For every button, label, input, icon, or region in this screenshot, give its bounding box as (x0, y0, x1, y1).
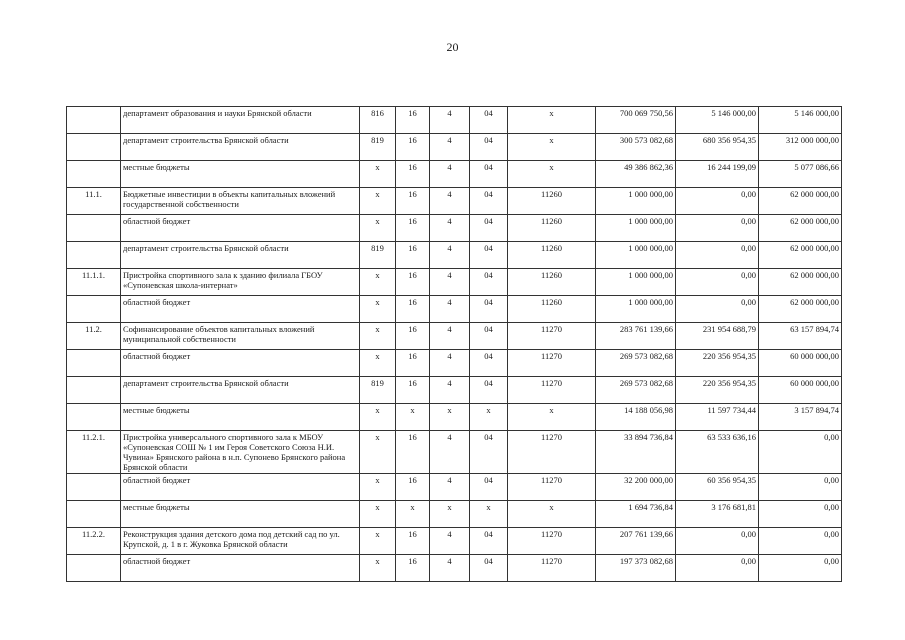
amount-3-cell: 0,00 (759, 528, 842, 555)
subprogram-code-cell: 4 (430, 269, 470, 296)
ministry-code-cell: х (360, 474, 396, 501)
direction-code-cell: х (508, 161, 596, 188)
amount-2-cell: 63 533 636,16 (676, 431, 759, 474)
ministry-code-cell: 819 (360, 242, 396, 269)
table-row (67, 107, 842, 134)
subprogram-code-cell: 4 (430, 323, 470, 350)
table-row (67, 377, 842, 404)
event-code-cell: 04 (470, 161, 508, 188)
direction-code-cell: х (508, 134, 596, 161)
direction-code-cell: 11270 (508, 528, 596, 555)
amount-1-cell: 269 573 082,68 (596, 377, 676, 404)
row-number-cell: 11.2. (67, 323, 121, 350)
direction-code-cell: 11270 (508, 377, 596, 404)
event-code-cell: х (470, 501, 508, 528)
item-name-cell: департамент строительства Брянской области (121, 242, 360, 269)
amount-3-cell: 3 157 894,74 (759, 404, 842, 431)
direction-code-cell: 11270 (508, 431, 596, 474)
item-name-cell: Софинансирование объектов капитальных вложений муниципальной собственности (121, 323, 360, 350)
amount-3-cell: 62 000 000,00 (759, 296, 842, 323)
program-code-cell: 16 (396, 107, 430, 134)
direction-code-cell: 11260 (508, 242, 596, 269)
ministry-code-cell: х (360, 161, 396, 188)
amount-2-cell: 0,00 (676, 528, 759, 555)
amount-3-cell: 0,00 (759, 474, 842, 501)
row-number-cell (67, 296, 121, 323)
amount-3-cell: 5 077 086,66 (759, 161, 842, 188)
subprogram-code-cell: 4 (430, 188, 470, 215)
table-row (67, 134, 842, 161)
item-name-cell: областной бюджет (121, 350, 360, 377)
program-code-cell: 16 (396, 188, 430, 215)
row-number-cell (67, 474, 121, 501)
subprogram-code-cell: 4 (430, 296, 470, 323)
program-code-cell: 16 (396, 161, 430, 188)
subprogram-code-cell: 4 (430, 555, 470, 582)
table-body (67, 107, 842, 582)
item-name-cell: Пристройка универсального спортивного зала к МБОУ «Супоневская СОШ № 1 им Героя Советского Союза Н.И. Чувина» Брянского района в н.п. Супонево Брянского района Брянской области (121, 431, 360, 474)
subprogram-code-cell: 4 (430, 242, 470, 269)
event-code-cell: 04 (470, 323, 508, 350)
item-name-cell: Реконструкция здания детского дома под детский сад по ул. Крупской, д. 1 в г. Жуковка Брянской области (121, 528, 360, 555)
table-row (67, 161, 842, 188)
event-code-cell: 04 (470, 242, 508, 269)
subprogram-code-cell: 4 (430, 528, 470, 555)
subprogram-code-cell: 4 (430, 215, 470, 242)
amount-1-cell: 32 200 000,00 (596, 474, 676, 501)
amount-1-cell: 1 694 736,84 (596, 501, 676, 528)
event-code-cell: 04 (470, 528, 508, 555)
amount-1-cell: 300 573 082,68 (596, 134, 676, 161)
row-number-cell (67, 215, 121, 242)
row-number-cell (67, 134, 121, 161)
item-name-cell: областной бюджет (121, 296, 360, 323)
item-name-cell: департамент строительства Брянской области (121, 134, 360, 161)
table-row (67, 474, 842, 501)
program-code-cell: 16 (396, 242, 430, 269)
event-code-cell: 04 (470, 215, 508, 242)
amount-3-cell: 62 000 000,00 (759, 188, 842, 215)
amount-1-cell: 700 069 750,56 (596, 107, 676, 134)
amount-3-cell: 5 146 000,00 (759, 107, 842, 134)
event-code-cell: 04 (470, 296, 508, 323)
table-row (67, 528, 842, 555)
item-name-cell: департамент строительства Брянской области (121, 377, 360, 404)
row-number-cell: 11.2.1. (67, 431, 121, 474)
event-code-cell: х (470, 404, 508, 431)
direction-code-cell: 11260 (508, 188, 596, 215)
direction-code-cell: 11260 (508, 269, 596, 296)
program-code-cell: 16 (396, 528, 430, 555)
amount-2-cell: 3 176 681,81 (676, 501, 759, 528)
item-name-cell: Пристройка спортивного зала к зданию филиала ГБОУ «Супоневская школа-интернат» (121, 269, 360, 296)
subprogram-code-cell: 4 (430, 431, 470, 474)
row-number-cell: 11.1.1. (67, 269, 121, 296)
table-row (67, 269, 842, 296)
amount-3-cell: 0,00 (759, 555, 842, 582)
amount-2-cell: 0,00 (676, 242, 759, 269)
row-number-cell (67, 350, 121, 377)
row-number-cell (67, 501, 121, 528)
program-code-cell: 16 (396, 431, 430, 474)
ministry-code-cell: 819 (360, 134, 396, 161)
amount-1-cell: 1 000 000,00 (596, 269, 676, 296)
table-row (67, 188, 842, 215)
row-number-cell: 11.2.2. (67, 528, 121, 555)
item-name-cell: местные бюджеты (121, 404, 360, 431)
ministry-code-cell: х (360, 323, 396, 350)
amount-2-cell: 0,00 (676, 188, 759, 215)
amount-3-cell: 63 157 894,74 (759, 323, 842, 350)
ministry-code-cell: х (360, 269, 396, 296)
program-code-cell: 16 (396, 350, 430, 377)
program-code-cell: 16 (396, 215, 430, 242)
amount-1-cell: 197 373 082,68 (596, 555, 676, 582)
amount-2-cell: 0,00 (676, 296, 759, 323)
direction-code-cell: 11270 (508, 555, 596, 582)
amount-3-cell: 0,00 (759, 431, 842, 474)
amount-2-cell: 16 244 199,09 (676, 161, 759, 188)
amount-1-cell: 1 000 000,00 (596, 188, 676, 215)
program-code-cell: 16 (396, 377, 430, 404)
amount-3-cell: 62 000 000,00 (759, 242, 842, 269)
program-code-cell: 16 (396, 296, 430, 323)
table-row (67, 215, 842, 242)
subprogram-code-cell: х (430, 404, 470, 431)
table-row (67, 242, 842, 269)
table-row (67, 501, 842, 528)
amount-2-cell: 5 146 000,00 (676, 107, 759, 134)
direction-code-cell: х (508, 501, 596, 528)
ministry-code-cell: х (360, 404, 396, 431)
direction-code-cell: 11270 (508, 350, 596, 377)
ministry-code-cell: х (360, 350, 396, 377)
row-number-cell (67, 404, 121, 431)
event-code-cell: 04 (470, 269, 508, 296)
ministry-code-cell: х (360, 555, 396, 582)
subprogram-code-cell: х (430, 501, 470, 528)
subprogram-code-cell: 4 (430, 474, 470, 501)
amount-2-cell: 0,00 (676, 215, 759, 242)
page-number: 20 (446, 40, 459, 54)
item-name-cell: местные бюджеты (121, 501, 360, 528)
event-code-cell: 04 (470, 188, 508, 215)
row-number-cell (67, 377, 121, 404)
ministry-code-cell: 819 (360, 377, 396, 404)
amount-3-cell: 60 000 000,00 (759, 377, 842, 404)
amount-2-cell: 0,00 (676, 555, 759, 582)
ministry-code-cell: х (360, 431, 396, 474)
item-name-cell: областной бюджет (121, 555, 360, 582)
amount-1-cell: 283 761 139,66 (596, 323, 676, 350)
event-code-cell: 04 (470, 350, 508, 377)
table-row (67, 350, 842, 377)
item-name-cell: местные бюджеты (121, 161, 360, 188)
program-code-cell: 16 (396, 555, 430, 582)
amount-2-cell: 11 597 734,44 (676, 404, 759, 431)
amount-1-cell: 49 386 862,36 (596, 161, 676, 188)
event-code-cell: 04 (470, 134, 508, 161)
amount-2-cell: 220 356 954,35 (676, 350, 759, 377)
amount-1-cell: 33 894 736,84 (596, 431, 676, 474)
subprogram-code-cell: 4 (430, 377, 470, 404)
amount-1-cell: 1 000 000,00 (596, 296, 676, 323)
row-number-cell (67, 107, 121, 134)
item-name-cell: департамент образования и науки Брянской области (121, 107, 360, 134)
subprogram-code-cell: 4 (430, 107, 470, 134)
ministry-code-cell: х (360, 501, 396, 528)
subprogram-code-cell: 4 (430, 161, 470, 188)
amount-2-cell: 60 356 954,35 (676, 474, 759, 501)
amount-1-cell: 207 761 139,66 (596, 528, 676, 555)
table-row (67, 404, 842, 431)
program-code-cell: 16 (396, 134, 430, 161)
subprogram-code-cell: 4 (430, 350, 470, 377)
ministry-code-cell: х (360, 188, 396, 215)
amount-2-cell: 0,00 (676, 269, 759, 296)
item-name-cell: областной бюджет (121, 215, 360, 242)
program-code-cell: х (396, 501, 430, 528)
amount-2-cell: 220 356 954,35 (676, 377, 759, 404)
direction-code-cell: 11270 (508, 474, 596, 501)
program-code-cell: 16 (396, 269, 430, 296)
amount-3-cell: 0,00 (759, 501, 842, 528)
amount-1-cell: 1 000 000,00 (596, 242, 676, 269)
direction-code-cell: 11270 (508, 323, 596, 350)
amount-3-cell: 312 000 000,00 (759, 134, 842, 161)
item-name-cell: областной бюджет (121, 474, 360, 501)
row-number-cell (67, 161, 121, 188)
subprogram-code-cell: 4 (430, 134, 470, 161)
direction-code-cell: х (508, 404, 596, 431)
amount-3-cell: 60 000 000,00 (759, 350, 842, 377)
amount-3-cell: 62 000 000,00 (759, 215, 842, 242)
table-row (67, 323, 842, 350)
program-code-cell: х (396, 404, 430, 431)
ministry-code-cell: х (360, 296, 396, 323)
event-code-cell: 04 (470, 107, 508, 134)
amount-1-cell: 269 573 082,68 (596, 350, 676, 377)
program-code-cell: 16 (396, 474, 430, 501)
budget-table (66, 106, 842, 582)
event-code-cell: 04 (470, 377, 508, 404)
direction-code-cell: х (508, 107, 596, 134)
event-code-cell: 04 (470, 555, 508, 582)
ministry-code-cell: х (360, 528, 396, 555)
amount-3-cell: 62 000 000,00 (759, 269, 842, 296)
direction-code-cell: 11260 (508, 215, 596, 242)
table-row (67, 431, 842, 474)
direction-code-cell: 11260 (508, 296, 596, 323)
row-number-cell (67, 555, 121, 582)
event-code-cell: 04 (470, 474, 508, 501)
program-code-cell: 16 (396, 323, 430, 350)
row-number-cell (67, 242, 121, 269)
table-row (67, 555, 842, 582)
row-number-cell: 11.1. (67, 188, 121, 215)
item-name-cell: Бюджетные инвестиции в объекты капитальных вложений государственной собственности (121, 188, 360, 215)
event-code-cell: 04 (470, 431, 508, 474)
amount-2-cell: 231 954 688,79 (676, 323, 759, 350)
table-row (67, 296, 842, 323)
ministry-code-cell: х (360, 215, 396, 242)
amount-1-cell: 14 188 056,98 (596, 404, 676, 431)
amount-1-cell: 1 000 000,00 (596, 215, 676, 242)
ministry-code-cell: 816 (360, 107, 396, 134)
amount-2-cell: 680 356 954,35 (676, 134, 759, 161)
